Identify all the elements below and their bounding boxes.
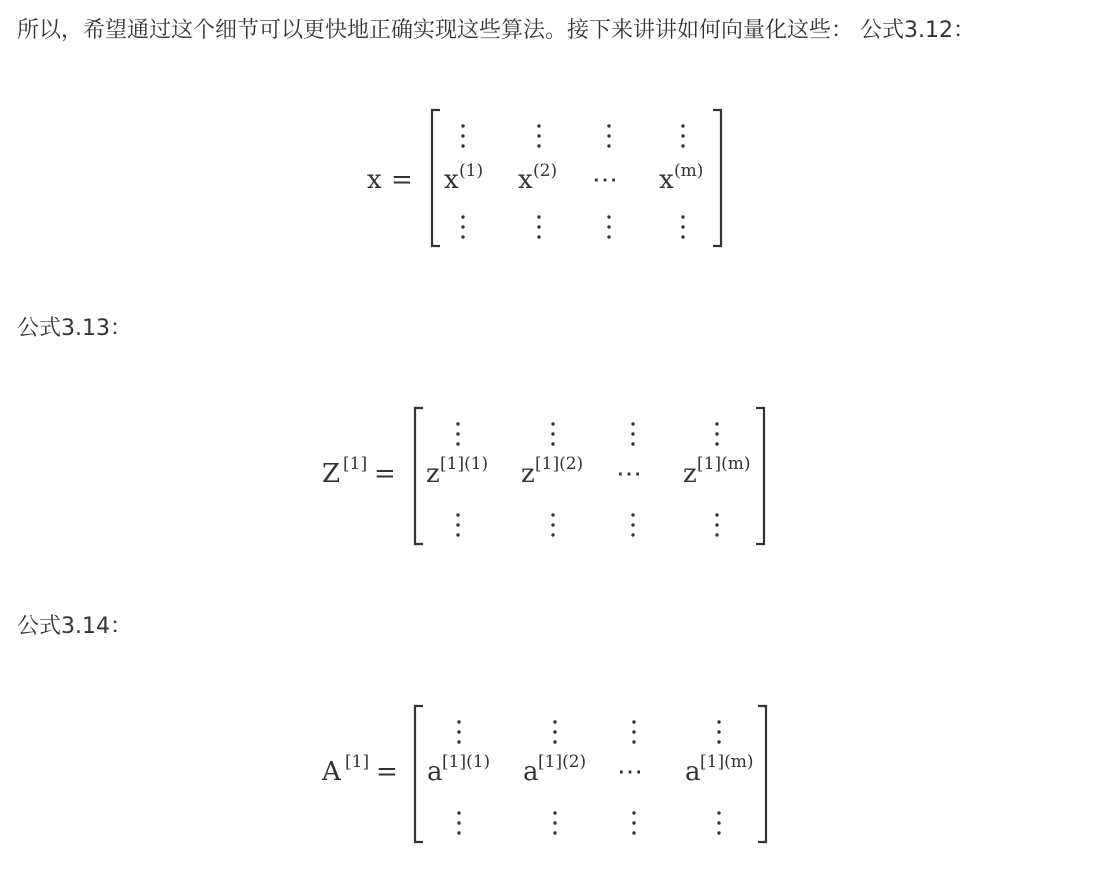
eq312-entry-3-ellipsis: ⋯ (592, 165, 618, 195)
equation-3-13-label: 公式3.13： (17, 316, 132, 341)
eq314-equals: = (376, 757, 398, 787)
eq312-entry-4-sup: (m) (674, 161, 704, 181)
equation-3-12 (367, 110, 721, 246)
eq313-entry-1-base: z (426, 459, 440, 489)
eq314-lhs-sup: [1] (345, 752, 370, 772)
eq314-right-bracket (758, 706, 766, 842)
eq312-matrix-dots (461, 124, 684, 238)
eq314-matrix-dots (457, 720, 720, 834)
eq313-entry-4-base: z (683, 459, 697, 489)
eq313-right-bracket (756, 408, 764, 544)
eq312-entry-4-base: x (659, 165, 674, 195)
equation-3-13 (322, 408, 764, 544)
intro-paragraph: 所以，希望通过这个细节可以更快地正确实现这些算法。接下来讲讲如何向量化这些： 公式3.12： (17, 18, 975, 43)
eq314-entry-2-base: a (523, 757, 539, 787)
eq313-lhs-sup: [1] (343, 454, 368, 474)
eq314-entry-4-sup: [1](m) (700, 752, 754, 772)
eq312-equals: = (391, 165, 413, 195)
eq313-left-bracket (415, 408, 423, 544)
eq313-entry-3-ellipsis: ⋯ (616, 459, 642, 489)
eq312-entry-1-base: x (444, 165, 459, 195)
eq313-equals: = (374, 459, 396, 489)
eq314-entry-2-sup: [1](2) (538, 752, 587, 772)
eq314-entry-4-base: a (685, 757, 701, 787)
eq313-entry-2-sup: [1](2) (535, 454, 584, 474)
eq314-lhs: A (322, 757, 341, 787)
eq312-entry-1-sup: (1) (459, 161, 484, 181)
eq314-entry-1-base: a (427, 757, 443, 787)
eq313-matrix-dots (456, 422, 718, 536)
eq314-left-bracket (415, 706, 423, 842)
eq314-entry-3-ellipsis: ⋯ (617, 757, 643, 787)
eq313-entry-4-sup: [1](m) (697, 454, 751, 474)
eq312-right-bracket (713, 110, 721, 246)
eq312-entry-2-base: x (518, 165, 533, 195)
eq313-entry-1-sup: [1](1) (440, 454, 489, 474)
eq312-lhs: x (367, 165, 382, 195)
eq313-lhs: Z (322, 459, 341, 489)
eq312-entry-2-sup: (2) (533, 161, 558, 181)
eq314-entry-1-sup: [1](1) (442, 752, 491, 772)
eq312-left-bracket (432, 110, 440, 246)
equation-3-14 (321, 706, 766, 842)
eq313-entry-2-base: z (521, 459, 535, 489)
equation-3-14-label: 公式3.14： (17, 614, 132, 639)
